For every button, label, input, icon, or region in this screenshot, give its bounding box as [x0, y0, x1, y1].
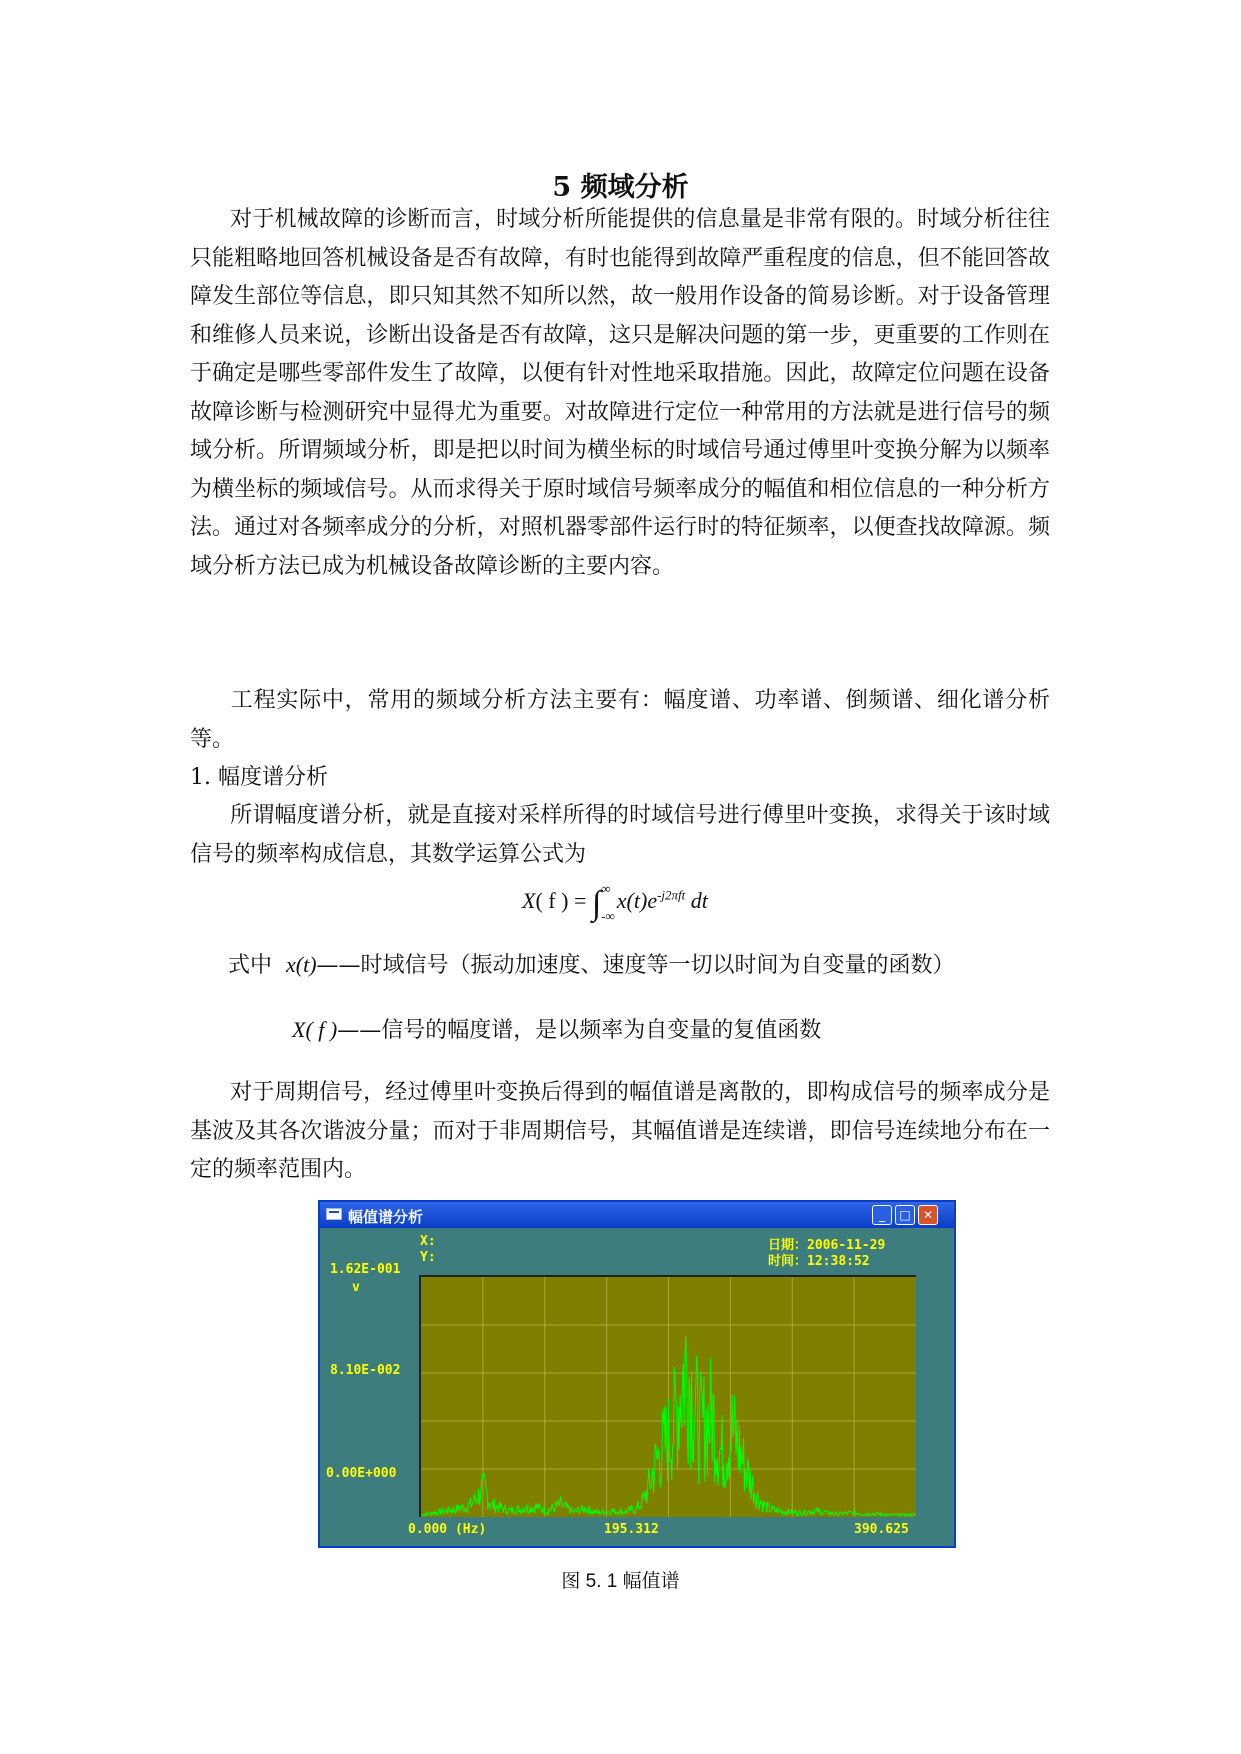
definition-X — [292, 1013, 821, 1044]
formula-exponent: -j2πft — [657, 887, 686, 903]
formula-lower: -∞ — [601, 908, 615, 924]
formula-integrand: x(t)e — [616, 887, 658, 913]
date-label-text: 日期： — [768, 1238, 808, 1253]
cursor-x-label: X: — [420, 1234, 436, 1249]
spectrum-chart — [421, 1277, 916, 1517]
paragraph-intro-text: 对于机械故障的诊断而言，时域分析所能提供的信息量是非常有限的。时域分析往往只能粗略地回答机械设备是否有故障，有时也能得到故障严重程度的信息，但不能回答故障发生部位等信息，即只知其然不知所以然，故一般用作设备的简易诊断。对于设备管理和维修人员来说，诊断出设备是否有故障，这只是解决问题的第一步，更重要的工作则在于确定是哪些零部件发生了故障，以便有针对性地采取措施。因此，故障定位问题在设备故障诊断与检测研究中显得尤为重要。对故障进行定位一种常用的方法就是进行信号的频域分析。所谓频域分析，即是把以时间为横坐标的时域信号通过傅里叶变换分解为以频率为横坐标的频域信号。从而求得关于原时域信号频率成分的幅值和相位信息的一种分析方法。通过对各频率成分的分析，对照机器零部件运行时的特征频率，以便查找故障源。频域分析方法已成为机械设备故障诊断的主要内容。 — [190, 207, 1050, 579]
spectrum-window — [318, 1200, 956, 1548]
cursor-y-label: Y: — [420, 1250, 436, 1265]
maximize-button[interactable]: □ — [895, 1205, 915, 1225]
paragraph-periodic-text: 对于周期信号，经过傅里叶变换后得到的幅值谱是离散的，即构成信号的频率成分是基波及其各次谐波分量；而对于非周期信号，其幅值谱是连续谱，即信号连续地分布在一定的频率范围内。 — [190, 1080, 1050, 1182]
definition-x-symbol: x(t) — [286, 952, 317, 977]
formula-dt: dt — [690, 887, 708, 913]
time-label-text: 时间： — [768, 1254, 808, 1269]
spectrum-plot[interactable] — [419, 1275, 916, 1517]
formula-eq: = — [573, 887, 587, 913]
definition-X-text: ——信号的幅度谱，是以频率为自变量的复值函数 — [337, 1018, 822, 1043]
page-title: 5 频域分析 — [552, 172, 689, 203]
paragraph-methods-text: 工程实际中，常用的频域分析方法主要有：幅度谱、功率谱、倒频谱、细化谱分析等。 — [190, 688, 1050, 752]
y-scale-marker[interactable]: v — [352, 1280, 360, 1295]
definition-x-text: ——时域信号（振动加速度、速度等一切以时间为自变量的函数） — [316, 953, 955, 978]
window-titlebar[interactable] — [320, 1202, 954, 1228]
formula-lhs-arg: ( f ) — [535, 887, 569, 913]
paragraph-periodic — [190, 1074, 1050, 1190]
definition-x — [228, 948, 955, 979]
y-axis-min: 0.00E+000 — [326, 1466, 397, 1481]
figure-caption: 图 5. 1 幅值谱 — [561, 1571, 680, 1592]
integral-sign: ∫ — [591, 884, 602, 922]
x-axis-max: 390.625 — [854, 1522, 909, 1537]
minimize-button[interactable]: _ — [872, 1205, 892, 1225]
formula-upper: ∞ — [601, 881, 611, 896]
x-axis-min: 0.000 (Hz) — [408, 1522, 487, 1537]
section-heading: 1. 幅度谱分析 — [190, 765, 328, 790]
y-axis-mid: 8.10E-002 — [330, 1363, 401, 1378]
paragraph-amplitude-text: 所谓幅度谱分析，就是直接对采样所得的时域信号进行傅里叶变换，求得关于该时域信号的频率构成信息，其数学运算公式为 — [190, 803, 1050, 867]
window-title: 幅值谱分析 — [348, 1208, 424, 1226]
fourier-formula — [522, 882, 708, 924]
date-value: 2006-11-29 — [807, 1238, 886, 1253]
time-label — [768, 1250, 870, 1269]
paragraph-intro — [190, 201, 1050, 586]
y-axis-max: 1.62E-001 — [330, 1262, 401, 1277]
definition-prefix: 式中 — [228, 953, 273, 978]
time-value: 12:38:52 — [807, 1254, 870, 1269]
window-app-icon — [326, 1208, 342, 1220]
paragraph-amplitude — [190, 797, 1050, 874]
formula-lhs: X — [522, 887, 536, 913]
close-button[interactable]: ✕ — [918, 1205, 938, 1225]
x-axis-mid: 195.312 — [604, 1522, 659, 1537]
definition-X-symbol: X( f ) — [292, 1017, 338, 1042]
paragraph-methods — [190, 682, 1050, 759]
